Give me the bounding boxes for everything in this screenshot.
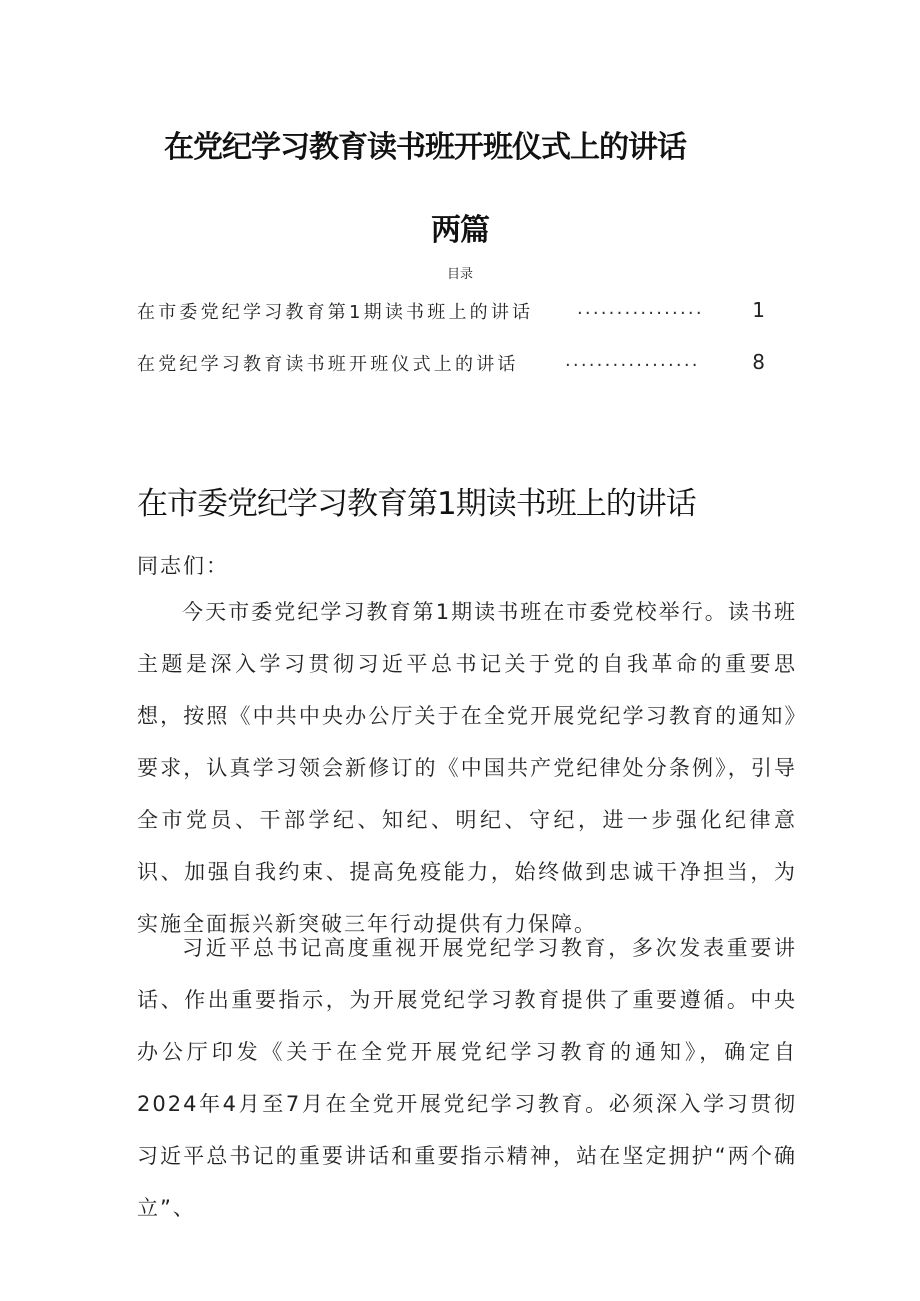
- toc-leader-dots: .................: [565, 350, 700, 371]
- document-title-line2: 两篇: [431, 213, 489, 248]
- section-title: 在市委党纪学习教育第1期读书班上的讲话: [137, 486, 696, 522]
- toc-page-number: 8: [752, 350, 765, 374]
- toc-entry[interactable]: [137, 350, 777, 376]
- salutation: 同志们：: [137, 554, 229, 578]
- toc-entry-text: 在党纪学习教育读书班开班仪式上的讲话: [137, 354, 519, 375]
- toc-entry[interactable]: [137, 298, 777, 324]
- body-paragraph: 习近平总书记高度重视开展党纪学习教育，多次发表重要讲话、作出重要指示，为开展党纪学习教育提供了重要遵循。中央办公厅印发《关于在全党开展党纪学习教育的通知》，确定自2024年4月至7月在全党开展党纪学习教育。必须深入学习贯彻习近平总书记的重要讲话和重要指示精神，站在坚定拥护“两个确立”、: [137, 936, 797, 1220]
- body-paragraph: 今天市委党纪学习教育第1期读书班在市委党校举行。读书班主题是深入学习贯彻习近平总书记关于党的自我革命的重要思想，按照《中共中央办公厅关于在全党开展党纪学习教育的通知》要求，认真学习领会新修订的《中国共产党纪律处分条例》，引导全市党员、干部学纪、知纪、明纪、守纪，进一步强化纪律意识、加强自我约束、提高免疫能力，始终做到忠诚干净担当，为实施全面振兴新突破三年行动提供有力保障。: [137, 600, 797, 936]
- toc-leader-dots: ................: [577, 298, 704, 319]
- toc-heading: 目录: [446, 267, 473, 282]
- toc-entry-text: 在市委党纪学习教育第1期读书班上的讲话: [137, 302, 534, 323]
- document-title-line1: 在党纪学习教育读书班开班仪式上的讲话: [164, 130, 686, 165]
- toc-page-number: 1: [752, 298, 765, 322]
